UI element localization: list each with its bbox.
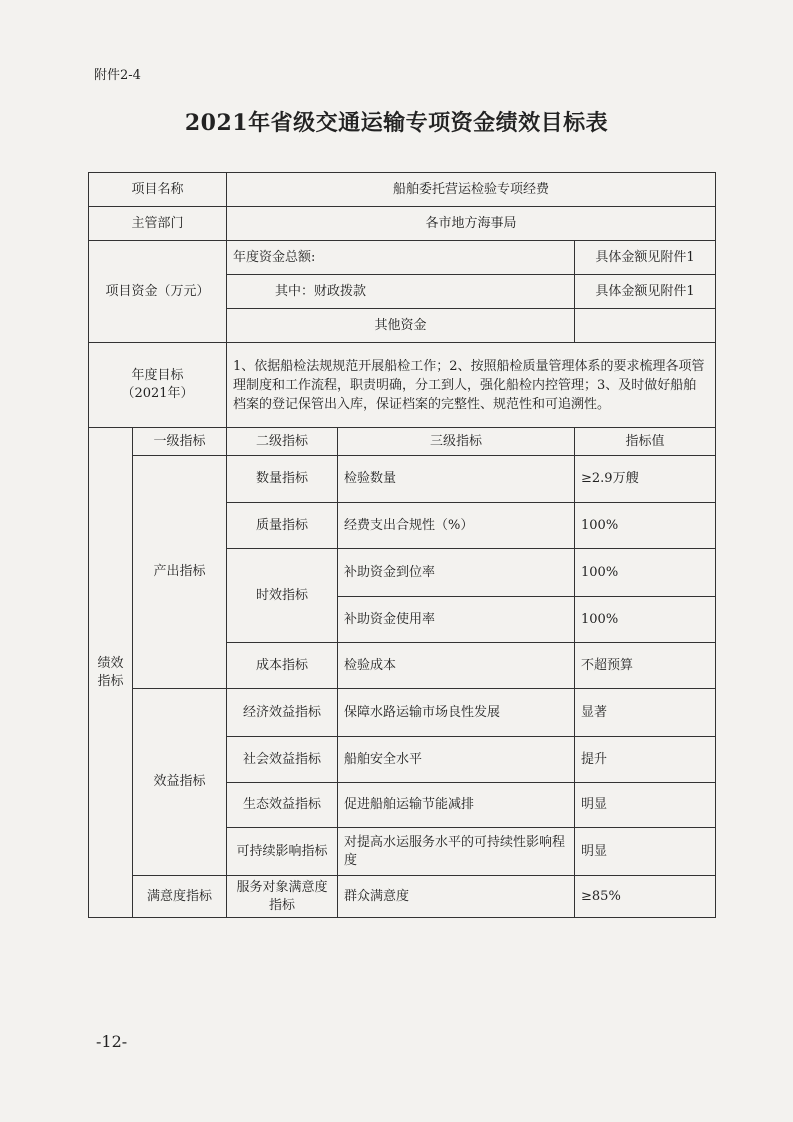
header-value: 指标值: [575, 428, 716, 456]
value-cell: 100%: [575, 597, 716, 643]
output-indicator-label: 产出指标: [133, 456, 227, 689]
benefit-indicator-label: 效益指标: [133, 689, 227, 876]
level2-cell: 数量指标: [227, 456, 338, 503]
performance-label-line1: 绩效: [97, 655, 124, 671]
value-cell: 提升: [575, 737, 716, 783]
funds-other-value: [575, 309, 716, 343]
performance-indicators-label: [89, 428, 133, 918]
header-level1: 一级指标: [133, 428, 227, 456]
value-cell: 明显: [575, 828, 716, 876]
table-row: [89, 876, 716, 918]
department-value: 各市地方海事局: [227, 207, 716, 241]
attachment-label: 附件2-4: [94, 68, 141, 83]
value-cell: 显著: [575, 689, 716, 737]
funds-fiscal-value: 具体金额见附件1: [575, 275, 716, 309]
header-level3: 三级指标: [338, 428, 575, 456]
project-name-value: 船舶委托营运检验专项经费: [227, 173, 716, 207]
value-cell: 100%: [575, 503, 716, 549]
funds-label: 项目资金（万元）: [89, 241, 227, 343]
value-cell: 明显: [575, 783, 716, 828]
level3-cell: 补助资金到位率: [338, 549, 575, 597]
funds-total-value: 具体金额见附件1: [575, 241, 716, 275]
value-cell: 不超预算: [575, 643, 716, 689]
row-department: [89, 207, 716, 241]
row-project-name: [89, 173, 716, 207]
annual-goal-label: [89, 343, 227, 428]
value-cell: ≥2.9万艘: [575, 456, 716, 503]
level3-cell: 经费支出合规性（%）: [338, 503, 575, 549]
value-cell: 100%: [575, 549, 716, 597]
value-cell: ≥85%: [575, 876, 716, 918]
level2-cell: 质量指标: [227, 503, 338, 549]
performance-target-table: [88, 172, 716, 918]
page-number: -12-: [96, 1032, 128, 1051]
level2-cell: 成本指标: [227, 643, 338, 689]
performance-label-line2: 指标: [97, 673, 124, 689]
annual-goal-label-line1: 年度目标: [131, 368, 184, 383]
level3-cell: 补助资金使用率: [338, 597, 575, 643]
funds-fiscal-label: 其中：财政拨款: [227, 275, 575, 309]
level3-cell: 对提高水运服务水平的可持续性影响程度: [338, 828, 575, 876]
row-indicator-headers: [89, 428, 716, 456]
level2-cell: 可持续影响指标: [227, 828, 338, 876]
row-annual-goal: [89, 343, 716, 428]
level3-cell: 群众满意度: [338, 876, 575, 918]
satisfaction-indicator-label: 满意度指标: [133, 876, 227, 918]
level3-cell: 促进船舶运输节能减排: [338, 783, 575, 828]
annual-goal-text: 1、依据船检法规规范开展船检工作；2、按照船检质量管理体系的要求梳理各项管理制度和工作流程，职责明确，分工到人，强化船检内控管理；3、及时做好船舶档案的登记保管出入库，保证档案的完整性、规范性和可追溯性。: [227, 343, 716, 428]
table-row: [89, 456, 716, 503]
annual-goal-label-line2: （2021年）: [121, 386, 194, 401]
row-funds-total: [89, 241, 716, 275]
funds-other-label: 其他资金: [227, 309, 575, 343]
header-level2: 二级指标: [227, 428, 338, 456]
level2-cell: 社会效益指标: [227, 737, 338, 783]
level2-cell: 时效指标: [227, 549, 338, 643]
level3-cell: 检验成本: [338, 643, 575, 689]
project-name-label: 项目名称: [89, 173, 227, 207]
level2-cell: 服务对象满意度指标: [227, 876, 338, 918]
funds-total-label: 年度资金总额:: [227, 241, 575, 275]
level3-cell: 检验数量: [338, 456, 575, 503]
department-label: 主管部门: [89, 207, 227, 241]
table-row: [89, 689, 716, 737]
level3-cell: 船舶安全水平: [338, 737, 575, 783]
page-title: 2021年省级交通运输专项资金绩效目标表: [184, 110, 609, 136]
level2-cell: 生态效益指标: [227, 783, 338, 828]
level2-cell: 经济效益指标: [227, 689, 338, 737]
level3-cell: 保障水路运输市场良性发展: [338, 689, 575, 737]
